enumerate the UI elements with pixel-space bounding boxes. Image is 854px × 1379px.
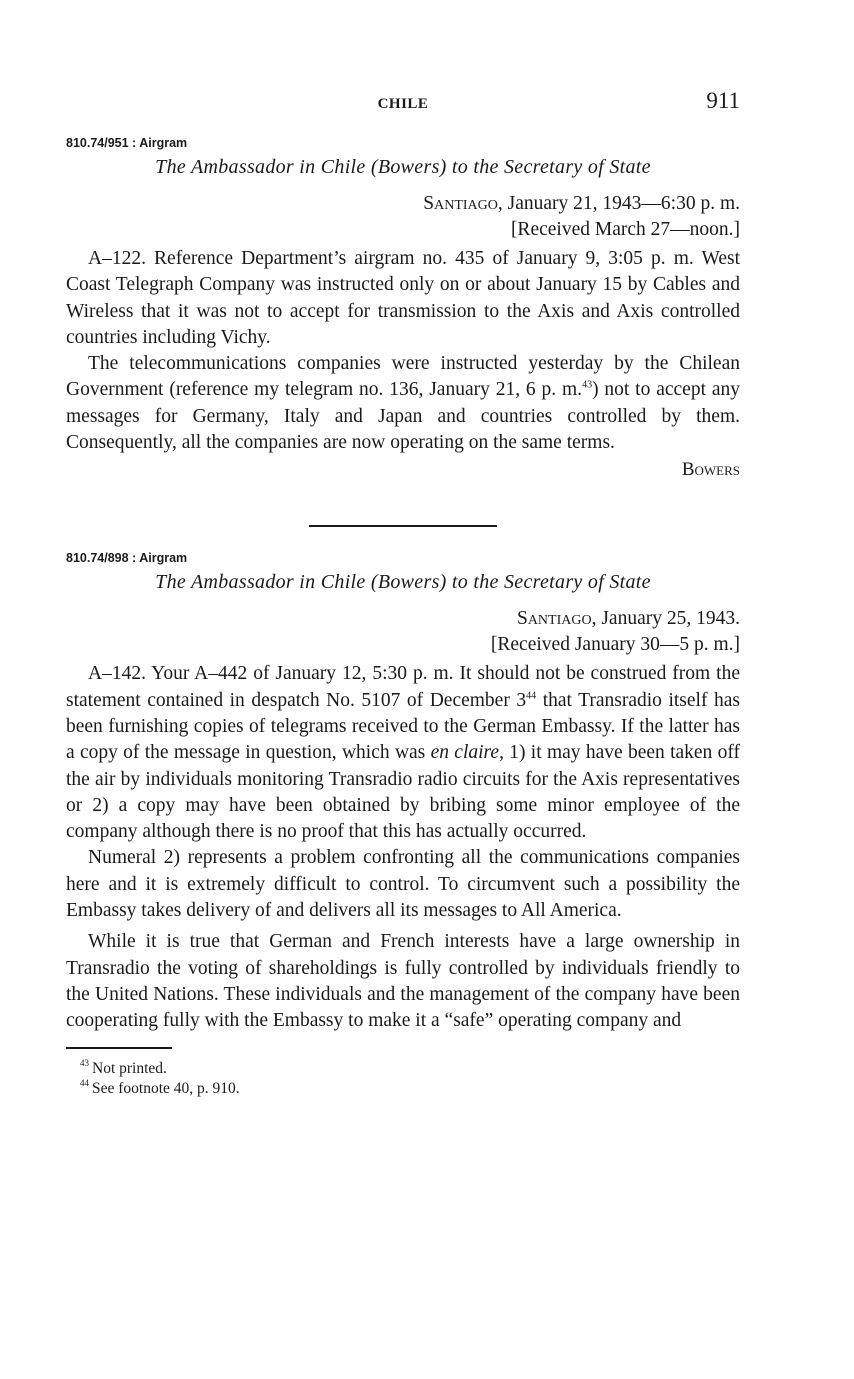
section-divider bbox=[309, 525, 497, 527]
footnote-mark: 43 bbox=[80, 1058, 89, 1069]
file-number: 810.74/898 : Airgram bbox=[66, 551, 188, 566]
dateline bbox=[66, 606, 740, 658]
dateline-place: Santiago bbox=[423, 193, 498, 214]
document-entry-2 bbox=[66, 551, 740, 1034]
footnote-reference: 44 bbox=[526, 690, 537, 702]
received-line: [Received March 27—noon.] bbox=[510, 219, 740, 240]
footnote bbox=[66, 1059, 740, 1079]
dateline-place: Santiago bbox=[516, 608, 592, 630]
footnote-text: Not printed. bbox=[92, 1059, 167, 1077]
dateline bbox=[66, 191, 740, 243]
body-paragraph: While it is true that German and French interests have a large ownership in Transradio the voting of shareholdings is fully controlled by individuals friendly to the United Nations. These individuals and the management of the company have been cooperating fully with the Embassy to make it a “safe” operating company and bbox=[66, 931, 740, 1032]
received-line: [Received January 30—5 p. m.] bbox=[490, 634, 740, 656]
footnote-mark: 44 bbox=[80, 1078, 89, 1089]
running-title: CHILE bbox=[377, 96, 429, 112]
page-number: 911 bbox=[706, 88, 740, 113]
footnote bbox=[66, 1079, 740, 1099]
document-entry-1 bbox=[66, 136, 740, 483]
document-title: The Ambassador in Chile (Bowers) to the Secretary of State bbox=[155, 156, 651, 178]
italic-phrase: en claire bbox=[430, 742, 500, 764]
document-title: The Ambassador in Chile (Bowers) to the Secretary of State bbox=[155, 571, 651, 594]
document-page bbox=[66, 88, 740, 1099]
body-paragraph: A–122. Reference Department’s airgram no. 435 of January 9, 3:05 p. m. West Coast Telegraph Company was instructed only on or about January 15 by Cables and Wireless that it was not to accept for transmission to the Axis and Axis controlled countries including Vichy. bbox=[66, 248, 740, 348]
file-number: 810.74/951 : Airgram bbox=[66, 136, 188, 150]
running-head bbox=[66, 88, 740, 124]
footnotes bbox=[66, 1059, 740, 1099]
dateline-date: , January 25, 1943. bbox=[591, 608, 740, 630]
dateline-date: , January 21, 1943—6:30 p. m. bbox=[497, 193, 740, 214]
footnote-rule bbox=[66, 1047, 172, 1049]
body-paragraph: The telecommunications companies were instructed yesterday by the Chilean Government (reference my telegram no. 136, January 21, 6 p. m.$^{43}$) not to accept any messages for Germany, Italy and Japan and countries controlled by them. Consequently, all the companies are now operating on the same terms. bbox=[66, 353, 740, 454]
footnote-reference: 43 bbox=[582, 379, 593, 391]
footnote-text: See footnote 40, p. 910. bbox=[92, 1079, 240, 1097]
signature: Bowers bbox=[681, 459, 740, 481]
body-paragraph: A–142. Your A–442 of January 12, 5:30 p. m. It should not be construed from the statement contained in despatch No. 5107 of December $3^{44}$ that Transradio itself has been furnishing copies of telegrams received to the German Embassy. If the latter has a copy of the message in question, which was en claire, 1) it may have been taken off the air by individuals monitoring Transradio radio circuits for the Axis representatives or 2) a copy may have been obtained by bribing some minor employee of the company although there is no proof that this has actually occurred. bbox=[66, 663, 740, 843]
body-paragraph: Numeral 2) represents a problem confronting all the communications companies here and it is extremely difficult to control. To circumvent such a possibility the Embassy takes delivery of and delivers all its messages to All America. bbox=[66, 847, 740, 922]
